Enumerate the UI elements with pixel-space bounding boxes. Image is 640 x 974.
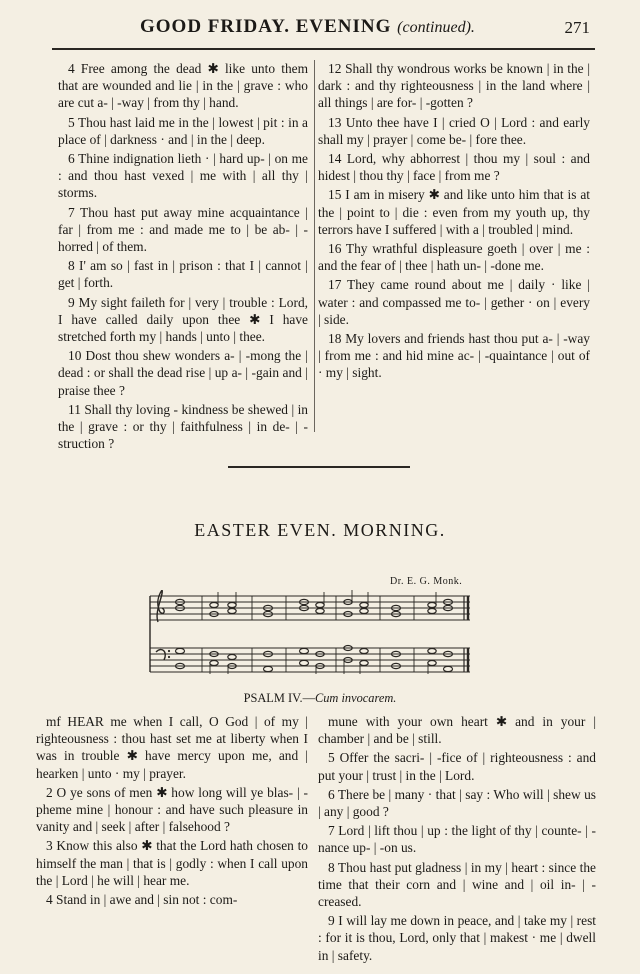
composer-credit: Dr. E. G. Monk. <box>390 576 463 587</box>
section-title: EASTER EVEN. MORNING. <box>194 520 446 540</box>
top-left-column <box>58 60 308 452</box>
verse: 9 I will lay me down in peace, and | take my | rest : for it is thou, Lord, only that | makest · me | dwell in | safety. <box>318 913 596 963</box>
verse: 7 Thou hast put away mine acquaintance | far | from me : and made me to | be ab- | -horred | of them. <box>58 204 308 255</box>
verse: 8 I' am so | fast in | prison : that I | cannot | get | forth. <box>58 258 308 291</box>
verse: 17 They came round about me | daily · like | water : and compassed me to- | gether · on | every | side. <box>318 277 590 327</box>
verse: 10 Dost thou shew wonders a- | -mong the | dead : or shall the dead rise | up a- | -gain and | praise thee ? <box>58 348 308 398</box>
chant-score <box>148 590 474 674</box>
verse: 6 Thine indignation lieth · | hard up- | on me : and thou hast vexed | me with | all thy | storms. <box>58 151 308 201</box>
verse: 2 O ye sons of men ✱ how long will ye blas- | -pheme mine | honour : and have such pleasure in vanity and | seek | after | falsehood ? <box>36 784 308 835</box>
verse: 5 Offer the sacri- | -fice of | righteousness : and put your | trust | in the | Lord. <box>318 750 596 783</box>
verse: 11 Shall thy loving - kindness be shewed | in the | grave : or thy | faithfulness | in de- | -struction ? <box>58 401 308 452</box>
verse: 18 My lovers and friends hast thou put a- | -way | from me : and hid mine ac- | -quaintance | out of · my | sight. <box>318 331 590 381</box>
psalm-heading <box>0 691 640 706</box>
verse: 9 My sight faileth for | very | trouble : Lord, I have called daily upon thee ✱ I have stretched forth my | hands | unto | thee. <box>58 294 308 345</box>
verse: 5 Thou hast laid me in the | lowest | pit : in a place of | darkness · and | in the | deep. <box>58 114 308 147</box>
page-header <box>0 16 640 46</box>
page-title <box>140 16 475 38</box>
verse: 7 Lord | lift thou | up : the light of thy | counte- | -nance up- | -on us. <box>318 823 596 856</box>
column-divider <box>314 60 315 432</box>
page-number: 271 <box>564 18 590 37</box>
verse: 14 Lord, why abhorrest | thou my | soul : and hidest | thou thy | face | from me ? <box>318 151 590 184</box>
verse: 12 Shall thy wondrous works be known | in the | dark : and thy righteousness | in the land where | all things | are for- | -gotten ? <box>318 61 590 111</box>
verse: 4 Stand in | awe and | sin not : com- <box>46 892 238 908</box>
verse: mune with your own heart ✱ and in your | chamber | and be | still. <box>318 714 596 747</box>
section-divider <box>228 466 410 468</box>
top-right-column <box>318 60 590 382</box>
verse: 4 Free among the dead ✱ like unto them that are wounded and lie | in the | grave : who are cut a- | -way | from thy | hand. <box>58 61 308 111</box>
verse: 6 There be | many · that | say : Who will | shew us | any | good ? <box>318 786 596 820</box>
header-rule <box>52 48 595 50</box>
title-text: GOOD FRIDAY. EVENING <box>140 16 392 37</box>
verse: 8 Thou hast put gladness | in my | heart : since the time that their corn and | wine and | oil in- | -creased. <box>318 859 596 910</box>
verse: 13 Unto thee have I | cried O | Lord : and early shall my | prayer | come be- | fore thee. <box>318 114 590 147</box>
psalm-latin: Cum invocarem. <box>314 691 397 705</box>
verse: 3 Know this also ✱ that the Lord hath chosen to himself the man | that is | godly : when I call upon the | Lord | he will | hear me. <box>36 838 308 888</box>
psalm-label: PSALM IV.— <box>243 691 315 705</box>
verse: 16 Thy wrathful displeasure goeth | over | me : and the fear of | thee | hath un- | -done me. <box>318 241 590 274</box>
bottom-right-column <box>318 713 596 964</box>
verse: 15 I am in misery ✱ and like unto him that is at the | point to | die : even from my youth up, thy terrors have I suffered | with a | troubled | mind. <box>318 187 590 237</box>
title-continued: (continued). <box>397 19 475 36</box>
bottom-left-column <box>36 713 308 908</box>
verse: mf HEAR me when I call, O God | of my | righteousness : thou hast set me at liberty when I was in trouble ✱ have mercy upon me, and | hearken | unto · my | prayer. <box>36 714 308 781</box>
